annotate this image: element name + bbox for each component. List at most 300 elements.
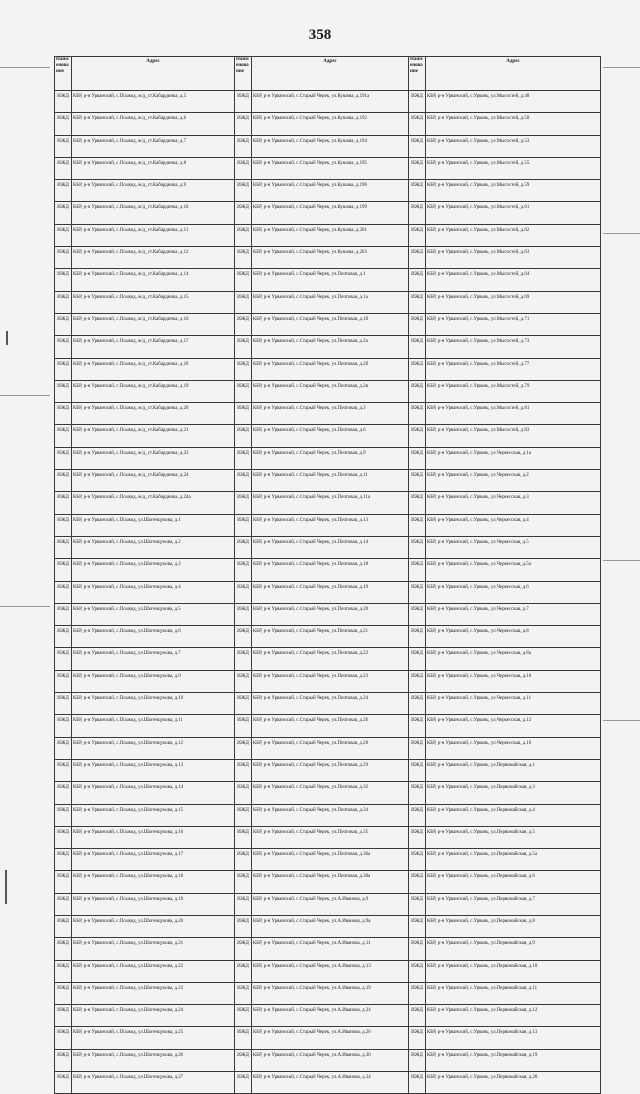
object-type-cell: ИЖД: [409, 135, 426, 157]
object-type-cell: ИЖД: [235, 180, 252, 202]
object-type-cell: ИЖД: [409, 113, 426, 135]
address-cell: КБР, р-н Урванский, с.Старый Черек, ул.Почтовая, д.2в: [252, 380, 409, 402]
table-row: [55, 782, 601, 804]
object-type-cell: ИЖД: [55, 157, 72, 179]
table-row: [55, 224, 601, 246]
object-type-cell: ИЖД: [55, 693, 72, 715]
object-type-cell: ИЖД: [235, 648, 252, 670]
object-type-cell: ИЖД: [409, 759, 426, 781]
address-cell: КБР, р-н Урванский, с.Псыкод, ул.Шогенцукова, д.19: [72, 893, 235, 915]
table-row: [55, 804, 601, 826]
header-name-cell: Наим енова ние: [409, 57, 426, 91]
object-type-cell: ИЖД: [55, 603, 72, 625]
table-row: [55, 849, 601, 871]
address-cell: КБР, р-н Урванский, с.Старый Черек, ул.Почтовая, д.36а: [252, 849, 409, 871]
address-cell: КБР, р-н Урванский, с.Псыкод, ул.Шогенцукова, д.15: [72, 804, 235, 826]
address-cell: КБР, р-н Урванский, с.Урвань, ул.Черкесская, д.11: [426, 693, 601, 715]
object-type-cell: ИЖД: [409, 157, 426, 179]
object-type-cell: ИЖД: [55, 91, 72, 113]
object-type-cell: ИЖД: [235, 224, 252, 246]
address-cell: КБР, р-н Урванский, с.Псыкод, ж/д_ст.Кабардинка, д.7: [72, 135, 235, 157]
address-cell: КБР, р-н Урванский, с.Урвань, ул.Первомайская, д.20: [426, 1072, 601, 1094]
margin-mark-right-top: [603, 67, 640, 68]
address-cell: КБР, р-н Урванский, с.Старый Черек, ул.Почтовая, д.3: [252, 403, 409, 425]
address-cell: КБР, р-н Урванский, с.Псыкод, ул.Шогенцукова, д.16: [72, 826, 235, 848]
address-cell: КБР, р-н Урванский, с.Псыкод, ж/д_ст.Кабардинка, д.15: [72, 291, 235, 313]
object-type-cell: ИЖД: [235, 247, 252, 269]
object-type-cell: ИЖД: [409, 603, 426, 625]
table-row: [55, 157, 601, 179]
object-type-cell: ИЖД: [235, 536, 252, 558]
table-row: [55, 425, 601, 447]
object-type-cell: ИЖД: [409, 514, 426, 536]
object-type-cell: ИЖД: [409, 536, 426, 558]
address-cell: КБР, р-н Урванский, с.Урвань, ул.Черкесская, д.6: [426, 581, 601, 603]
table-row: [55, 737, 601, 759]
object-type-cell: ИЖД: [235, 826, 252, 848]
address-cell: КБР, р-н Урванский, с.Псыкод, ул.Шогенцукова, д.6: [72, 626, 235, 648]
address-cell: КБР, р-н Урванский, с.Псыкод, ж/д_ст.Кабардинка, д.17: [72, 336, 235, 358]
address-cell: КБР, р-н Урванский, с.Старый Черек, ул.А.Иванова, д.13: [252, 960, 409, 982]
object-type-cell: ИЖД: [409, 826, 426, 848]
object-type-cell: ИЖД: [235, 1027, 252, 1049]
table-row: [55, 470, 601, 492]
object-type-cell: ИЖД: [235, 759, 252, 781]
address-cell: КБР, р-н Урванский, с.Урвань, ул.Первомайская, д.10: [426, 960, 601, 982]
address-cell: КБР, р-н Урванский, с.Псыкод, ул.Шогенцукова, д.24: [72, 1005, 235, 1027]
table-row: [55, 336, 601, 358]
object-type-cell: ИЖД: [55, 1049, 72, 1071]
object-type-cell: ИЖД: [409, 313, 426, 335]
object-type-cell: ИЖД: [235, 336, 252, 358]
page-number: 358: [308, 27, 332, 43]
object-type-cell: ИЖД: [235, 871, 252, 893]
object-type-cell: ИЖД: [235, 804, 252, 826]
object-type-cell: ИЖД: [55, 514, 72, 536]
address-cell: КБР, р-н Урванский, с.Урвань, ул.Черкесская, д.3: [426, 492, 601, 514]
address-cell: КБР, р-н Урванский, с.Псыкод, ж/д_ст.Кабардинка, д.14: [72, 269, 235, 291]
object-type-cell: ИЖД: [55, 715, 72, 737]
object-type-cell: ИЖД: [55, 871, 72, 893]
table-row: [55, 313, 601, 335]
address-cell: КБР, р-н Урванский, с.Старый Черек, ул.Кушова, д.195: [252, 157, 409, 179]
object-type-cell: ИЖД: [55, 135, 72, 157]
address-cell: КБР, р-н Урванский, с.Псыкод, ж/д_ст.Кабардинка, д.20: [72, 403, 235, 425]
address-cell: КБР, р-н Урванский, с.Псыкод, ул.Шогенцукова, д.21: [72, 938, 235, 960]
address-cell: КБР, р-н Урванский, с.Старый Черек, ул.Кушова, д.192: [252, 113, 409, 135]
address-cell: КБР, р-н Урванский, с.Старый Черек, ул.Кушова, д.196: [252, 180, 409, 202]
object-type-cell: ИЖД: [55, 336, 72, 358]
address-cell: КБР, р-н Урванский, с.Псыкод, ул.Шогенцукова, д.1: [72, 514, 235, 536]
address-cell: КБР, р-н Урванский, с.Псыкод, ж/д_ст.Кабардинка, д.6: [72, 113, 235, 135]
object-type-cell: ИЖД: [55, 670, 72, 692]
table-row: [55, 559, 601, 581]
object-type-cell: ИЖД: [235, 470, 252, 492]
object-type-cell: ИЖД: [55, 380, 72, 402]
address-cell: КБР, р-н Урванский, с.Старый Черек, ул.А.Иванова, д.11: [252, 938, 409, 960]
object-type-cell: ИЖД: [409, 403, 426, 425]
address-cell: КБР, р-н Урванский, с.Старый Черек, ул.Почтовая, д.2б: [252, 358, 409, 380]
address-cell: КБР, р-н Урванский, с.Урвань, ул.Черкесская, д.8а: [426, 648, 601, 670]
object-type-cell: ИЖД: [235, 514, 252, 536]
address-cell: КБР, р-н Урванский, с.Старый Черек, ул.Почтовая, д.11: [252, 470, 409, 492]
address-cell: КБР, р-н Урванский, с.Урвань, ул.Мысостей, д.50: [426, 113, 601, 135]
address-cell: КБР, р-н Урванский, с.Старый Черек, ул.Почтовая, д.26: [252, 715, 409, 737]
table-row: [55, 492, 601, 514]
address-cell: КБР, р-н Урванский, с.Старый Черек, ул.Почтовая, д.28: [252, 737, 409, 759]
address-cell: КБР, р-н Урванский, с.Псыкод, ул.Шогенцукова, д.4: [72, 581, 235, 603]
address-table: [54, 56, 600, 1094]
address-cell: КБР, р-н Урванский, с.Старый Черек, ул.А.Иванова, д.34: [252, 1072, 409, 1094]
object-type-cell: ИЖД: [409, 938, 426, 960]
table-row: [55, 113, 601, 135]
table-row: [55, 1005, 601, 1027]
object-type-cell: ИЖД: [409, 492, 426, 514]
object-type-cell: ИЖД: [409, 915, 426, 937]
address-cell: КБР, р-н Урванский, с.Старый Черек, ул.Почтовая, д.34: [252, 804, 409, 826]
table-row: [55, 670, 601, 692]
address-cell: КБР, р-н Урванский, с.Старый Черек, ул.А.Иванова, д.9а: [252, 915, 409, 937]
object-type-cell: ИЖД: [55, 113, 72, 135]
table-row: [55, 626, 601, 648]
object-type-cell: ИЖД: [55, 626, 72, 648]
object-type-cell: ИЖД: [55, 804, 72, 826]
object-type-cell: ИЖД: [409, 737, 426, 759]
object-type-cell: ИЖД: [409, 202, 426, 224]
object-type-cell: ИЖД: [409, 291, 426, 313]
address-cell: КБР, р-н Урванский, с.Урвань, ул.Мысостей, д.73: [426, 336, 601, 358]
object-type-cell: ИЖД: [409, 358, 426, 380]
table-row: [55, 982, 601, 1004]
address-cell: КБР, р-н Урванский, с.Старый Черек, ул.Почтовая, д.19: [252, 581, 409, 603]
object-type-cell: ИЖД: [409, 447, 426, 469]
object-type-cell: ИЖД: [235, 603, 252, 625]
address-cell: КБР, р-н Урванский, с.Старый Черек, ул.А.Иванова, д.19: [252, 982, 409, 1004]
address-cell: КБР, р-н Урванский, с.Урвань, ул.Мысостей, д.63: [426, 247, 601, 269]
object-type-cell: ИЖД: [55, 447, 72, 469]
header-address-cell: Адрес: [252, 57, 409, 91]
address-cell: КБР, р-н Урванский, с.Урвань, ул.Мысостей, д.53: [426, 135, 601, 157]
address-cell: КБР, р-н Урванский, с.Псыкод, ул.Шогенцукова, д.20: [72, 915, 235, 937]
object-type-cell: ИЖД: [409, 648, 426, 670]
table-row: [55, 938, 601, 960]
address-cell: КБР, р-н Урванский, с.Старый Черек, ул.Почтовая, д.2а: [252, 336, 409, 358]
address-cell: КБР, р-н Урванский, с.Псыкод, ул.Шогенцукова, д.7: [72, 648, 235, 670]
address-cell: КБР, р-н Урванский, с.Псыкод, ул.Шогенцукова, д.2: [72, 536, 235, 558]
header-address-cell: Адрес: [426, 57, 601, 91]
object-type-cell: ИЖД: [235, 670, 252, 692]
address-cell: КБР, р-н Урванский, с.Урвань, ул.Мысостей, д.55: [426, 157, 601, 179]
object-type-cell: ИЖД: [409, 1072, 426, 1094]
margin-mark-right-mid: [603, 233, 640, 234]
address-cell: КБР, р-н Урванский, с.Старый Черек, ул.Кушова, д.203: [252, 247, 409, 269]
address-cell: КБР, р-н Урванский, с.Псыкод, ул.Шогенцукова, д.10: [72, 693, 235, 715]
address-cell: КБР, р-н Урванский, с.Старый Черек, ул.Почтовая, д.21: [252, 626, 409, 648]
address-cell: КБР, р-н Урванский, с.Урвань, ул.Первомайская, д.7: [426, 893, 601, 915]
object-type-cell: ИЖД: [235, 849, 252, 871]
object-type-cell: ИЖД: [409, 1027, 426, 1049]
table-row: [55, 871, 601, 893]
object-type-cell: ИЖД: [235, 581, 252, 603]
object-type-cell: ИЖД: [409, 1005, 426, 1027]
address-cell: КБР, р-н Урванский, с.Старый Черек, ул.А.Иванова, д.30: [252, 1049, 409, 1071]
address-cell: КБР, р-н Урванский, с.Урвань, ул.Черкесская, д.2: [426, 470, 601, 492]
address-cell: КБР, р-н Урванский, с.Псыкод, ул.Шогенцукова, д.14: [72, 782, 235, 804]
address-cell: КБР, р-н Урванский, с.Урвань, ул.Черкесская, д.5: [426, 536, 601, 558]
margin-mark-right-bottom: [603, 720, 640, 721]
address-cell: КБР, р-н Урванский, с.Урвань, ул.Первомайская, д.19: [426, 1049, 601, 1071]
object-type-cell: ИЖД: [235, 715, 252, 737]
object-type-cell: ИЖД: [409, 782, 426, 804]
address-cell: КБР, р-н Урванский, с.Урвань, ул.Черкесская, д.12: [426, 715, 601, 737]
margin-mark-left-mid: [0, 395, 50, 396]
object-type-cell: ИЖД: [235, 782, 252, 804]
address-cell: КБР, р-н Урванский, с.Урвань, ул.Черкесская, д.8: [426, 626, 601, 648]
address-cell: КБР, р-н Урванский, с.Старый Черек, ул.Кушова, д.191а: [252, 91, 409, 113]
address-cell: КБР, р-н Урванский, с.Псыкод, ж/д_ст.Кабардинка, д.23: [72, 447, 235, 469]
object-type-cell: ИЖД: [235, 693, 252, 715]
object-type-cell: ИЖД: [409, 715, 426, 737]
object-type-cell: ИЖД: [235, 982, 252, 1004]
address-cell: КБР, р-н Урванский, с.Псыкод, ул.Шогенцукова, д.18: [72, 871, 235, 893]
table-row: [55, 893, 601, 915]
address-cell: КБР, р-н Урванский, с.Псыкод, ж/д_ст.Кабардинка, д.16: [72, 313, 235, 335]
address-cell: КБР, р-н Урванский, с.Урвань, ул.Первомайская, д.12: [426, 1005, 601, 1027]
address-cell: КБР, р-н Урванский, с.Урвань, ул.Мысостей, д.83: [426, 425, 601, 447]
object-type-cell: ИЖД: [409, 626, 426, 648]
object-type-cell: ИЖД: [235, 1005, 252, 1027]
object-type-cell: ИЖД: [409, 804, 426, 826]
table-row: [55, 1072, 601, 1094]
address-cell: КБР, р-н Урванский, с.Старый Черек, ул.Почтовая, д.9: [252, 447, 409, 469]
address-cell: КБР, р-н Урванский, с.Псыкод, ул.Шогенцукова, д.25: [72, 1027, 235, 1049]
object-type-cell: ИЖД: [235, 1049, 252, 1071]
table-row: [55, 380, 601, 402]
table-row: [55, 403, 601, 425]
table-row: [55, 960, 601, 982]
table-row: [55, 826, 601, 848]
object-type-cell: ИЖД: [55, 960, 72, 982]
object-type-cell: ИЖД: [55, 403, 72, 425]
address-cell: КБР, р-н Урванский, с.Псыкод, ул.Шогенцукова, д.13: [72, 759, 235, 781]
address-cell: КБР, р-н Урванский, с.Старый Черек, ул.Почтовая, д.38а: [252, 871, 409, 893]
address-cell: КБР, р-н Урванский, с.Урвань, ул.Мысостей, д.48: [426, 91, 601, 113]
address-cell: КБР, р-н Урванский, с.Псыкод, ж/д_ст.Кабардинка, д.24: [72, 470, 235, 492]
object-type-cell: ИЖД: [409, 849, 426, 871]
object-type-cell: ИЖД: [55, 224, 72, 246]
object-type-cell: ИЖД: [235, 313, 252, 335]
table-row: [55, 693, 601, 715]
object-type-cell: ИЖД: [55, 849, 72, 871]
object-type-cell: ИЖД: [235, 425, 252, 447]
object-type-cell: ИЖД: [55, 180, 72, 202]
address-cell: КБР, р-н Урванский, с.Старый Черек, ул.Почтовая, д.20: [252, 603, 409, 625]
address-cell: КБР, р-н Урванский, с.Псыкод, ж/д_ст.Кабардинка, д.5: [72, 91, 235, 113]
object-type-cell: ИЖД: [235, 1072, 252, 1094]
object-type-cell: ИЖД: [235, 202, 252, 224]
address-cell: КБР, р-н Урванский, с.Старый Черек, ул.А.Иванова, д.26: [252, 1027, 409, 1049]
object-type-cell: ИЖД: [55, 915, 72, 937]
address-cell: КБР, р-н Урванский, с.Урвань, ул.Черкесская, д.7: [426, 603, 601, 625]
address-cell: КБР, р-н Урванский, с.Псыкод, ул.Шогенцукова, д.11: [72, 715, 235, 737]
address-cell: КБР, р-н Урванский, с.Старый Черек, ул.Почтовая, д.11а: [252, 492, 409, 514]
object-type-cell: ИЖД: [55, 893, 72, 915]
address-cell: КБР, р-н Урванский, с.Псыкод, ул.Шогенцукова, д.27: [72, 1072, 235, 1094]
address-cell: КБР, р-н Урванский, с.Старый Черек, ул.Почтовая, д.14: [252, 536, 409, 558]
object-type-cell: ИЖД: [55, 536, 72, 558]
margin-mark-left-low: [0, 606, 50, 607]
object-type-cell: ИЖД: [55, 737, 72, 759]
table-row: [55, 447, 601, 469]
object-type-cell: ИЖД: [409, 1049, 426, 1071]
address-cell: КБР, р-н Урванский, с.Псыкод, ж/д_ст.Кабардинка, д.9: [72, 180, 235, 202]
table-header-row: [55, 57, 601, 91]
address-cell: КБР, р-н Урванский, с.Старый Черек, ул.Почтовая, д.18: [252, 559, 409, 581]
table-row: [55, 247, 601, 269]
address-cell: КБР, р-н Урванский, с.Старый Черек, ул.Кушова, д.201: [252, 224, 409, 246]
object-type-cell: ИЖД: [409, 581, 426, 603]
address-cell: КБР, р-н Урванский, с.Урвань, ул.Мысостей, д.81: [426, 403, 601, 425]
address-cell: КБР, р-н Урванский, с.Псыкод, ж/д_ст.Кабардинка, д.19: [72, 380, 235, 402]
address-cell: КБР, р-н Урванский, с.Старый Черек, ул.Кушова, д.194: [252, 135, 409, 157]
object-type-cell: ИЖД: [55, 581, 72, 603]
object-type-cell: ИЖД: [55, 247, 72, 269]
object-type-cell: ИЖД: [235, 113, 252, 135]
object-type-cell: ИЖД: [55, 759, 72, 781]
object-type-cell: ИЖД: [409, 425, 426, 447]
address-cell: КБР, р-н Урванский, с.Урвань, ул.Первомайская, д.5а: [426, 849, 601, 871]
binding-mark-bottom: [5, 870, 7, 904]
table-row: [55, 514, 601, 536]
header-name-cell: Наим енова ние: [55, 57, 72, 91]
object-type-cell: ИЖД: [409, 91, 426, 113]
address-cell: КБР, р-н Урванский, с.Старый Черек, ул.Почтовая, д.32: [252, 782, 409, 804]
object-type-cell: ИЖД: [409, 871, 426, 893]
object-type-cell: ИЖД: [235, 737, 252, 759]
object-type-cell: ИЖД: [235, 269, 252, 291]
object-type-cell: ИЖД: [409, 893, 426, 915]
table-row: [55, 648, 601, 670]
address-cell: КБР, р-н Урванский, с.Старый Черек, ул.Почтовая, д.1а: [252, 291, 409, 313]
object-type-cell: ИЖД: [409, 336, 426, 358]
address-cell: КБР, р-н Урванский, с.Старый Черек, ул.Почтовая, д.29: [252, 759, 409, 781]
object-type-cell: ИЖД: [409, 559, 426, 581]
address-cell: КБР, р-н Урванский, с.Урвань, ул.Первомайская, д.1: [426, 759, 601, 781]
address-cell: КБР, р-н Урванский, с.Урвань, ул.Мысостей, д.71: [426, 313, 601, 335]
table-row: [55, 759, 601, 781]
object-type-cell: ИЖД: [235, 893, 252, 915]
address-cell: КБР, р-н Урванский, с.Урвань, ул.Мысостей, д.79: [426, 380, 601, 402]
address-cell: КБР, р-н Урванский, с.Псыкод, ж/д_ст.Кабардинка, д.8: [72, 157, 235, 179]
object-type-cell: ИЖД: [409, 247, 426, 269]
address-cell: КБР, р-н Урванский, с.Урвань, ул.Мысостей, д.77: [426, 358, 601, 380]
address-cell: КБР, р-н Урванский, с.Старый Черек, ул.Почтовая, д.1: [252, 269, 409, 291]
address-cell: КБР, р-н Урванский, с.Урвань, ул.Первомайская, д.8: [426, 915, 601, 937]
object-type-cell: ИЖД: [55, 291, 72, 313]
object-type-cell: ИЖД: [235, 492, 252, 514]
object-type-cell: ИЖД: [235, 380, 252, 402]
address-cell: КБР, р-н Урванский, с.Урвань, ул.Первомайская, д.11: [426, 982, 601, 1004]
object-type-cell: ИЖД: [409, 470, 426, 492]
address-cell: КБР, р-н Урванский, с.Старый Черек, ул.А.Иванова, д.24: [252, 1005, 409, 1027]
object-type-cell: ИЖД: [55, 938, 72, 960]
object-type-cell: ИЖД: [409, 982, 426, 1004]
margin-mark-left-top: [0, 67, 50, 68]
object-type-cell: ИЖД: [235, 403, 252, 425]
address-cell: КБР, р-н Урванский, с.Урвань, ул.Черкесская, д.5а: [426, 559, 601, 581]
object-type-cell: ИЖД: [235, 915, 252, 937]
address-cell: КБР, р-н Урванский, с.Псыкод, ул.Шогенцукова, д.26: [72, 1049, 235, 1071]
object-type-cell: ИЖД: [55, 269, 72, 291]
object-type-cell: ИЖД: [235, 960, 252, 982]
object-type-cell: ИЖД: [235, 938, 252, 960]
address-cell: КБР, р-н Урванский, с.Старый Черек, ул.Почтовая, д.35: [252, 826, 409, 848]
object-type-cell: ИЖД: [409, 380, 426, 402]
address-cell: КБР, р-н Урванский, с.Псыкод, ул.Шогенцукова, д.5: [72, 603, 235, 625]
table-row: [55, 1049, 601, 1071]
object-type-cell: ИЖД: [55, 313, 72, 335]
table-row: [55, 581, 601, 603]
table-row: [55, 291, 601, 313]
object-type-cell: ИЖД: [235, 135, 252, 157]
object-type-cell: ИЖД: [55, 202, 72, 224]
table-row: [55, 1027, 601, 1049]
object-type-cell: ИЖД: [235, 91, 252, 113]
address-cell: КБР, р-н Урванский, с.Урвань, ул.Первомайская, д.13: [426, 1027, 601, 1049]
address-cell: КБР, р-н Урванский, с.Урвань, ул.Первомайская, д.3: [426, 782, 601, 804]
table-row: [55, 536, 601, 558]
address-cell: КБР, р-н Урванский, с.Урвань, ул.Мысостей, д.61: [426, 202, 601, 224]
object-type-cell: ИЖД: [55, 648, 72, 670]
object-type-cell: ИЖД: [55, 492, 72, 514]
binding-mark-top: [6, 331, 8, 345]
object-type-cell: ИЖД: [235, 358, 252, 380]
address-cell: КБР, р-н Урванский, с.Псыкод, ул.Шогенцукова, д.12: [72, 737, 235, 759]
address-cell: КБР, р-н Урванский, с.Урвань, ул.Мысостей, д.62: [426, 224, 601, 246]
object-type-cell: ИЖД: [55, 559, 72, 581]
object-type-cell: ИЖД: [55, 1072, 72, 1094]
address-cell: КБР, р-н Урванский, с.Урвань, ул.Мысостей, д.64: [426, 269, 601, 291]
object-type-cell: ИЖД: [55, 982, 72, 1004]
address-cell: КБР, р-н Урванский, с.Старый Черек, ул.Почтовая, д.6: [252, 425, 409, 447]
object-type-cell: ИЖД: [235, 447, 252, 469]
address-cell: КБР, р-н Урванский, с.Старый Черек, ул.Почтовая, д.24: [252, 693, 409, 715]
table-row: [55, 269, 601, 291]
object-type-cell: ИЖД: [55, 470, 72, 492]
address-cell: КБР, р-н Урванский, с.Псыкод, ж/д_ст.Кабардинка, д.10: [72, 202, 235, 224]
object-type-cell: ИЖД: [409, 224, 426, 246]
header-address-cell: Адрес: [72, 57, 235, 91]
object-type-cell: ИЖД: [55, 358, 72, 380]
object-type-cell: ИЖД: [55, 1005, 72, 1027]
address-cell: КБР, р-н Урванский, с.Псыкод, ж/д_ст.Кабардинка, д.21: [72, 425, 235, 447]
address-cell: КБР, р-н Урванский, с.Урвань, ул.Первомайская, д.5: [426, 826, 601, 848]
table-row: [55, 358, 601, 380]
address-cell: КБР, р-н Урванский, с.Старый Черек, ул.Почтовая, д.1б: [252, 313, 409, 335]
object-type-cell: ИЖД: [55, 782, 72, 804]
address-cell: КБР, р-н Урванский, с.Псыкод, ул.Шогенцукова, д.17: [72, 849, 235, 871]
address-cell: КБР, р-н Урванский, с.Старый Черек, ул.Почтовая, д.22: [252, 648, 409, 670]
address-cell: КБР, р-н Урванский, с.Псыкод, ж/д_ст.Кабардинка, д.18: [72, 358, 235, 380]
table-row: [55, 715, 601, 737]
object-type-cell: ИЖД: [409, 269, 426, 291]
object-type-cell: ИЖД: [55, 425, 72, 447]
address-cell: КБР, р-н Урванский, с.Псыкод, ж/д_ст.Кабардинка, д.24а: [72, 492, 235, 514]
table-row: [55, 603, 601, 625]
object-type-cell: ИЖД: [55, 826, 72, 848]
address-cell: КБР, р-н Урванский, с.Псыкод, ул.Шогенцукова, д.9: [72, 670, 235, 692]
address-cell: КБР, р-н Урванский, с.Псыкод, ул.Шогенцукова, д.3: [72, 559, 235, 581]
